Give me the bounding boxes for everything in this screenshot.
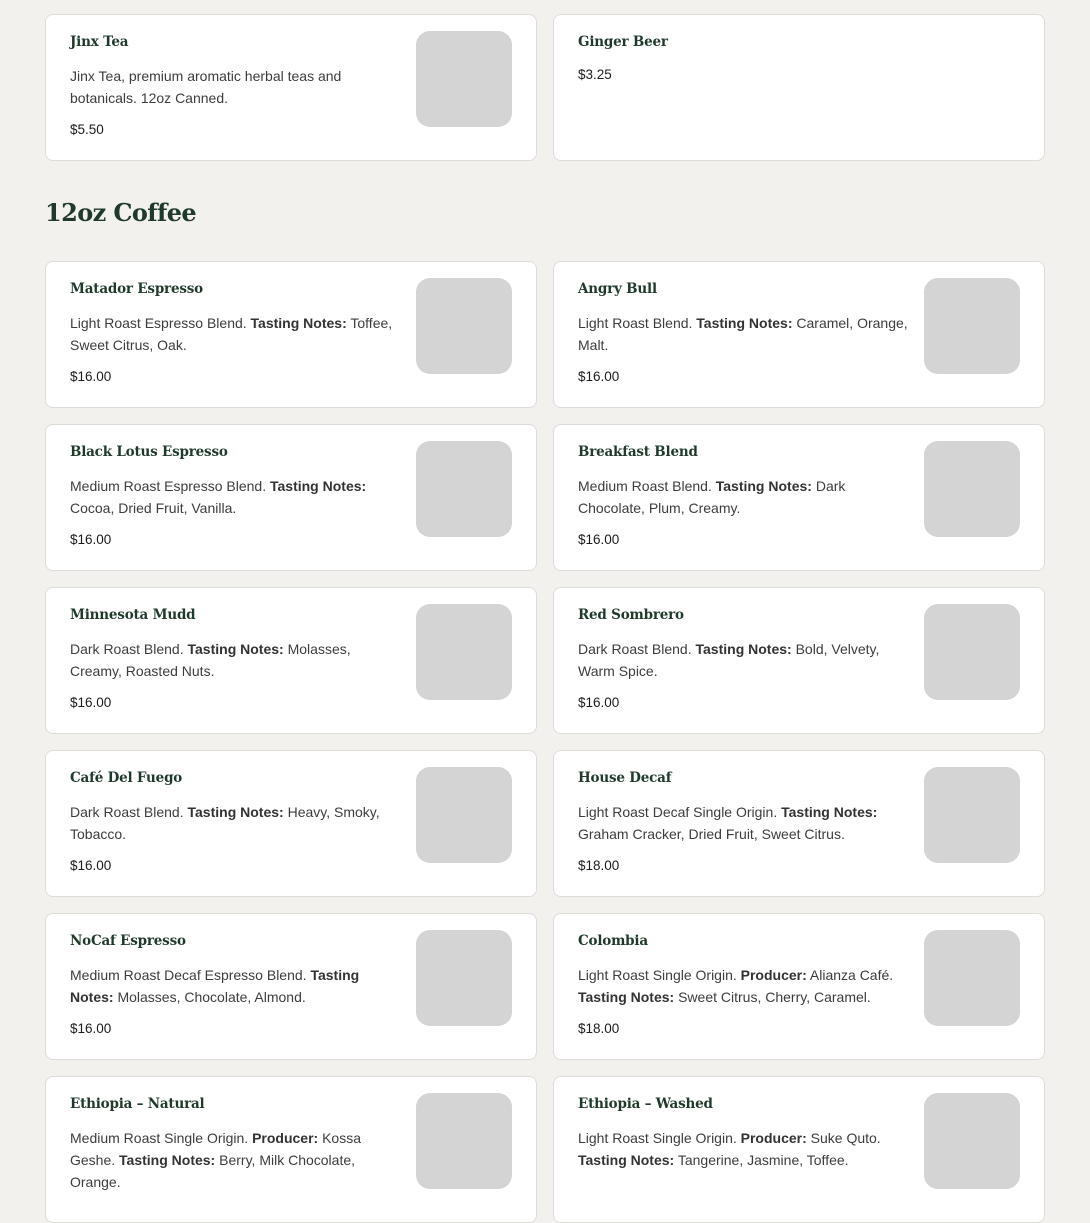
menu-item-card[interactable] xyxy=(45,261,537,408)
menu-item-price: $16.00 xyxy=(70,369,112,384)
top-items-grid xyxy=(45,14,1045,161)
menu-item-info xyxy=(70,32,400,139)
menu-item-price: $3.25 xyxy=(578,67,612,82)
menu-item-card[interactable] xyxy=(45,1076,537,1223)
menu-item-info xyxy=(578,1094,908,1171)
menu-item-image xyxy=(416,1093,512,1189)
menu-item-price: $16.00 xyxy=(578,369,620,384)
menu-item-image xyxy=(924,278,1020,374)
menu-item-price: $16.00 xyxy=(578,695,620,710)
description-text: Berry, Milk Chocolate, Orange. xyxy=(70,1152,356,1190)
description-label: Tasting Notes: xyxy=(715,478,812,494)
menu-item-info xyxy=(578,768,908,875)
menu-item-image xyxy=(416,278,512,374)
description-text: Light Roast Espresso Blend. xyxy=(70,315,251,331)
menu-item-name: Ethiopia – Natural xyxy=(70,1096,205,1112)
description-text: Light Roast Single Origin. xyxy=(578,967,741,983)
menu-item-info xyxy=(70,931,400,1038)
description-text: Medium Roast Espresso Blend. xyxy=(70,478,270,494)
menu-item-info xyxy=(578,931,908,1038)
description-text: Molasses, Creamy, Roasted Nuts. xyxy=(70,641,351,679)
menu-item-price: $16.00 xyxy=(70,858,112,873)
description-text: Medium Roast Decaf Espresso Blend. xyxy=(70,967,311,983)
menu-item-description xyxy=(70,1127,400,1190)
menu-item-card[interactable] xyxy=(553,1076,1045,1223)
description-label: Producer: xyxy=(740,967,807,983)
menu-item-price: $16.00 xyxy=(70,1021,112,1036)
menu-item-info xyxy=(578,279,908,386)
description-label: Tasting Notes: xyxy=(70,967,360,1005)
menu-item-info xyxy=(578,442,908,549)
description-label: Tasting Notes: xyxy=(119,1152,216,1168)
menu-item-description xyxy=(70,801,400,845)
menu-item-info xyxy=(70,768,400,875)
description-text: Light Roast Decaf Single Origin. xyxy=(578,804,782,820)
menu-item-card[interactable] xyxy=(45,750,537,897)
description-text: Toffee, Sweet Citrus, Oak. xyxy=(70,315,393,353)
menu-item-name: Red Sombrero xyxy=(578,607,684,623)
description-label: Tasting Notes: xyxy=(781,804,878,820)
menu-page xyxy=(45,14,1045,1223)
menu-item-description xyxy=(578,638,908,682)
menu-item-name: Angry Bull xyxy=(578,281,657,297)
menu-item-card[interactable] xyxy=(553,14,1045,161)
menu-item-card[interactable] xyxy=(45,913,537,1060)
description-label: Tasting Notes: xyxy=(187,804,284,820)
menu-item-description xyxy=(70,65,400,109)
description-label: Producer: xyxy=(252,1130,319,1146)
description-text: Bold, Velvety, Warm Spice. xyxy=(578,641,880,679)
description-text: Caramel, Orange, Malt. xyxy=(578,315,908,353)
menu-item-image xyxy=(416,930,512,1026)
menu-item-description xyxy=(578,312,908,356)
menu-item-name: Matador Espresso xyxy=(70,281,203,297)
menu-item-price: $5.50 xyxy=(70,122,104,137)
menu-item-image xyxy=(924,441,1020,537)
menu-item-info xyxy=(70,605,400,712)
description-label: Tasting Notes: xyxy=(578,989,675,1005)
menu-item-price: $16.00 xyxy=(578,532,620,547)
menu-item-info xyxy=(578,32,1018,84)
menu-item-card[interactable] xyxy=(553,750,1045,897)
menu-item-name: Minnesota Mudd xyxy=(70,607,196,623)
description-label: Tasting Notes: xyxy=(187,641,284,657)
menu-item-description xyxy=(70,964,400,1008)
menu-item-name: Jinx Tea xyxy=(70,34,129,50)
menu-item-image xyxy=(924,930,1020,1026)
menu-item-price: $16.00 xyxy=(70,695,112,710)
menu-item-description xyxy=(70,638,400,682)
menu-item-name: Breakfast Blend xyxy=(578,444,698,460)
description-text: Medium Roast Single Origin. xyxy=(70,1130,253,1146)
menu-item-card[interactable] xyxy=(45,587,537,734)
description-text: Suke Quto. xyxy=(806,1130,881,1146)
menu-item-info xyxy=(70,1094,400,1190)
description-label: Tasting Notes: xyxy=(695,641,792,657)
menu-item-card[interactable] xyxy=(553,587,1045,734)
description-text: Dark Chocolate, Plum, Creamy. xyxy=(578,478,846,516)
menu-item-name: Black Lotus Espresso xyxy=(70,444,228,460)
description-text: Jinx Tea, premium aromatic herbal teas and botanicals. 12oz Canned. xyxy=(70,68,342,106)
description-text: Dark Roast Blend. xyxy=(70,804,188,820)
description-text: Medium Roast Blend. xyxy=(578,478,716,494)
description-label: Tasting Notes: xyxy=(250,315,347,331)
description-text: Dark Roast Blend. xyxy=(578,641,696,657)
menu-item-image xyxy=(924,767,1020,863)
menu-item-price: $16.00 xyxy=(70,532,112,547)
description-text: Graham Cracker, Dried Fruit, Sweet Citrus. xyxy=(578,826,845,842)
coffee-items-grid xyxy=(45,261,1045,1223)
description-label: Producer: xyxy=(740,1130,807,1146)
menu-item-name: Ginger Beer xyxy=(578,34,668,50)
menu-item-name: House Decaf xyxy=(578,770,672,786)
menu-item-info xyxy=(578,605,908,712)
description-text: Sweet Citrus, Cherry, Caramel. xyxy=(674,989,871,1005)
menu-item-image xyxy=(416,767,512,863)
menu-item-name: Café Del Fuego xyxy=(70,770,183,786)
menu-item-card[interactable] xyxy=(553,261,1045,408)
description-text: Dark Roast Blend. xyxy=(70,641,188,657)
description-label: Tasting Notes: xyxy=(269,478,367,494)
description-label: Tasting Notes: xyxy=(578,1152,675,1168)
menu-item-name: NoCaf Espresso xyxy=(70,933,186,949)
menu-item-description xyxy=(578,1127,908,1171)
menu-item-image xyxy=(924,1093,1020,1189)
menu-item-card[interactable] xyxy=(45,14,537,161)
menu-item-card[interactable] xyxy=(553,424,1045,571)
description-text: Kossa Geshe. xyxy=(70,1130,362,1168)
menu-item-name: Colombia xyxy=(578,933,648,949)
menu-item-description xyxy=(70,312,400,356)
description-text: Tangerine, Jasmine, Toffee. xyxy=(674,1152,849,1168)
menu-item-image xyxy=(416,31,512,127)
menu-item-card[interactable] xyxy=(45,424,537,571)
menu-item-name: Ethiopia – Washed xyxy=(578,1096,713,1112)
description-text: Heavy, Smoky, Tobacco. xyxy=(70,804,380,842)
menu-item-price: $18.00 xyxy=(578,858,620,873)
menu-item-description xyxy=(578,801,908,845)
menu-item-description xyxy=(70,475,400,519)
description-text: Alianza Café. xyxy=(806,967,894,983)
menu-item-image xyxy=(924,604,1020,700)
menu-item-image xyxy=(416,604,512,700)
description-text: Light Roast Blend. xyxy=(578,315,697,331)
menu-item-price: $18.00 xyxy=(578,1021,620,1036)
menu-item-description xyxy=(578,475,908,519)
menu-item-image xyxy=(416,441,512,537)
menu-item-card[interactable] xyxy=(553,913,1045,1060)
description-label: Tasting Notes: xyxy=(696,315,793,331)
description-text: Molasses, Chocolate, Almond. xyxy=(113,989,306,1005)
description-text: Cocoa, Dried Fruit, Vanilla. xyxy=(70,500,237,516)
menu-item-info xyxy=(70,279,400,386)
menu-item-description xyxy=(578,964,908,1008)
menu-item-info xyxy=(70,442,400,549)
description-text: Light Roast Single Origin. xyxy=(578,1130,741,1146)
section-title: 12oz Coffee xyxy=(45,198,197,227)
